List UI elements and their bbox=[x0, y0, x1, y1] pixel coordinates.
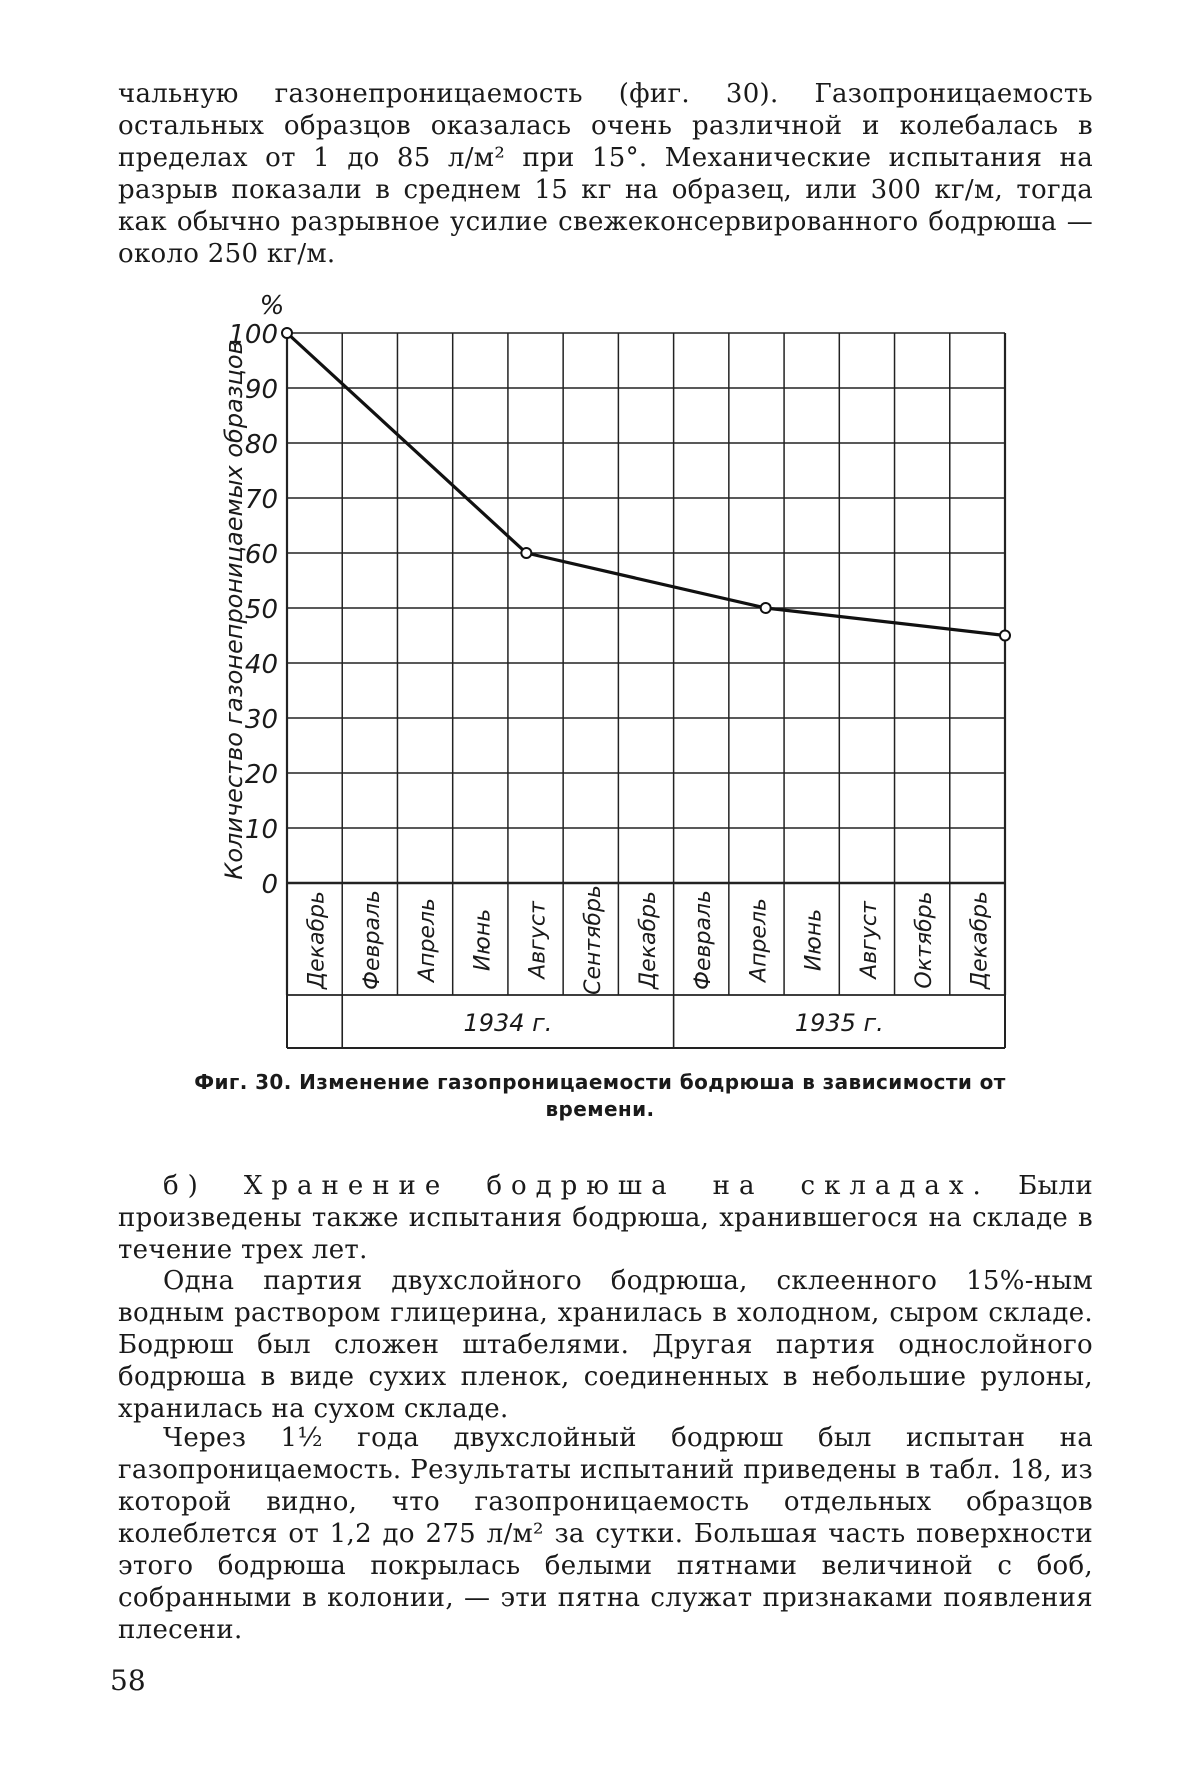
month-label: Февраль bbox=[691, 890, 717, 990]
paragraph-c: Одна партия двухслойного бодрюша, склеенного 15%-ным водным раствором глицерина, хранилась в холодном, сыром складе. Бодрюш был сложен штабелями. Другая партия однослойного бодрюша в виде сухих пленок, соединенных в небольшие рулоны, хранилась на сухом складе. bbox=[118, 1266, 1093, 1424]
year-label: 1935 г. bbox=[794, 1009, 884, 1037]
month-label: Июнь bbox=[470, 908, 496, 972]
y-unit-label: % bbox=[259, 291, 285, 321]
month-label: Апрель bbox=[415, 898, 441, 982]
month-label: Декабрь bbox=[967, 891, 993, 989]
data-point bbox=[282, 328, 292, 338]
y-tick-label: 50 bbox=[244, 595, 278, 625]
section-b-heading: б) Хранение бодрюша на складах. bbox=[163, 1171, 990, 1201]
month-label: Декабрь bbox=[636, 891, 661, 989]
data-series-line bbox=[287, 333, 1005, 636]
y-tick-label: 0 bbox=[261, 870, 278, 900]
data-point bbox=[761, 603, 771, 613]
y-tick-label: 70 bbox=[244, 485, 278, 515]
section-b-text: Были произведены также испытания бодрюша, хранившегося на складе в течение трех лет. bbox=[118, 1171, 1093, 1265]
chart-layer bbox=[220, 291, 1010, 1048]
month-label: Апрель bbox=[746, 898, 772, 982]
paragraph-b bbox=[118, 1170, 1093, 1266]
paragraph-top: чальную газонепроницаемость (фиг. 30). Газопроницаемость остальных образцов оказалась очень различной и колебалась в пределах от 1 до 85 л/м² при 15°. Механические испытания на разрыв показали в среднем 15 кг на образец, или 300 кг/м, тогда как обычно разрывное усилие свежеконсервированного бодрюша — около 250 кг/м. bbox=[118, 79, 1093, 269]
month-label: Июнь bbox=[801, 908, 827, 972]
month-label: Декабрь bbox=[304, 891, 330, 989]
y-tick-label: 10 bbox=[244, 815, 278, 845]
y-tick-label: 90 bbox=[244, 375, 278, 405]
y-tick-label: 60 bbox=[244, 540, 278, 570]
month-label: Февраль bbox=[359, 890, 385, 990]
y-tick-label: 80 bbox=[244, 430, 278, 460]
data-point bbox=[1000, 631, 1010, 641]
year-label: 1934 г. bbox=[463, 1009, 553, 1037]
y-tick-label: 40 bbox=[244, 650, 278, 680]
figure-caption: Фиг. 30. Изменение газопроницаемости бодрюша в зависимости от времени. bbox=[194, 1070, 1006, 1121]
data-point bbox=[521, 548, 531, 558]
paragraph-d: Через 1½ года двухслойный бодрюш был испытан на газопроницаемость. Результаты испытаний приведены в табл. 18, из которой видно, что газопроницаемость отдельных образцов колеблется от 1,2 до 275 л/м² за сутки. Большая часть поверхности этого бодрюша покрылась белыми пятнами величиной с боб, собранными в колонии, — эти пятна служат признаками появления плесени. bbox=[118, 1423, 1093, 1645]
page-number: 58 bbox=[110, 1664, 146, 1697]
y-tick-label: 30 bbox=[244, 705, 278, 735]
month-label: Август bbox=[525, 901, 551, 979]
y-tick-label: 20 bbox=[244, 760, 278, 790]
month-label: Октябрь bbox=[912, 891, 938, 989]
y-axis-title: Количество газонепроницаемых образцов bbox=[220, 340, 248, 880]
y-tick-label: 100 bbox=[228, 320, 278, 350]
month-label: Сентябрь bbox=[580, 885, 606, 995]
month-label: Август bbox=[856, 901, 882, 979]
